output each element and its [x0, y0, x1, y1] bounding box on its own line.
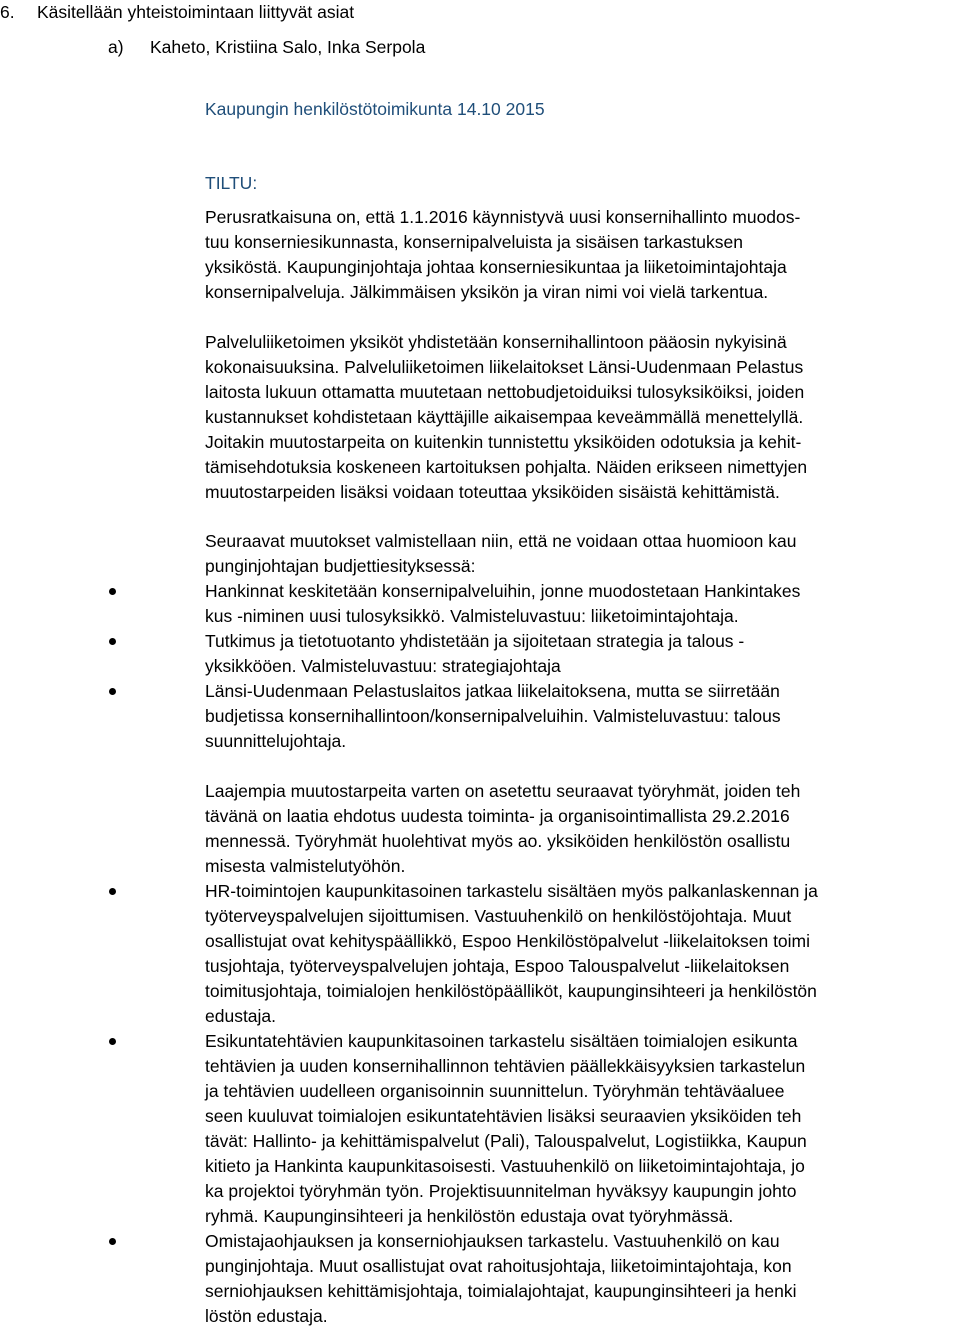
section-label: TILTU: — [205, 173, 258, 193]
text-line: tuu konserniesikunnasta, konsernipalveluista ja sisäisen tarkastuksen — [205, 232, 743, 252]
bullet-icon — [109, 638, 116, 645]
list-item-line: löstön edustaja. — [205, 1306, 328, 1326]
list-item-line: HR-toimintojen kaupunkitasoinen tarkastelu sisältäen myös palkanlaskennan ja — [205, 881, 818, 901]
list-item-line: budjetissa konsernihallintoon/konsernipalveluihin. Valmisteluvastuu: talous — [205, 706, 781, 726]
list-item-line: ryhmä. Kaupunginsihteeri ja henkilöstön edustaja ovat työryhmässä. — [205, 1206, 734, 1226]
list-item-line: työterveyspalvelujen sijoittumisen. Vastuuhenkilö on henkilöstöjohtaja. Muut — [205, 906, 792, 926]
list-item-line: kus -niminen uusi tulosyksikkö. Valmisteluvastuu: liiketoimintajohtaja. — [205, 606, 739, 626]
text-line: laitosta lukuun ottamatta muutetaan nettobudjetoiduiksi tulosyksiköiksi, joiden — [205, 382, 805, 402]
text-line: kokonaisuuksina. Palveluliiketoimen liikelaitokset Länsi-Uudenmaan Pelastus — [205, 357, 804, 377]
list-item-line: edustaja. — [205, 1006, 277, 1026]
list-item-line: Omistajaohjauksen ja konserniohjauksen tarkastelu. Vastuuhenkilö on kau — [205, 1231, 780, 1251]
list-item-line: punginjohtaja. Muut osallistujat ovat rahoitusjohtaja, liiketoimintajohtaja, kon — [205, 1256, 792, 1276]
text-line: Palveluliiketoimen yksiköt yhdistetään konsernihallintoon pääosin nykyisinä — [205, 332, 787, 352]
text-line: Joitakin muutostarpeita on kuitenkin tunnistettu yksiköiden odotuksia ja kehit- — [205, 432, 802, 452]
list-item-line: ka projektoi työryhmän työn. Projektisuunnitelman hyväksyy kaupungin johto — [205, 1181, 797, 1201]
list-item-line: toimitusjohtaja, toimialojen henkilöstöpäälliköt, kaupunginsihteeri ja henkilöstön — [205, 981, 817, 1001]
section-title: Kaupungin henkilöstötoimikunta 14.10 2015 — [205, 99, 545, 119]
list-item-line: tehtävien ja uuden konsernihallinnon tehtävien päällekkäisyyksien tarkastelun — [205, 1056, 806, 1076]
list-item-line: Esikuntatehtävien kaupunkitasoinen tarkastelu sisältäen toimialojen esikunta — [205, 1031, 798, 1051]
list-item-line: kitieto ja Hankinta kaupunkitasoisesti. Vastuuhenkilö on liiketoimintajohtaja, jo — [205, 1156, 805, 1176]
bullet-icon — [109, 888, 116, 895]
bullet-icon — [109, 1238, 116, 1245]
text-line: mennessä. Työryhmät huolehtivat myös ao. yksiköiden henkilöstön osallistu — [205, 831, 791, 851]
text-line: yksiköstä. Kaupunginjohtaja johtaa konserniesikuntaa ja liiketoimintajohtaja — [205, 257, 787, 277]
text-line: punginjohtajan budjettiesityksessä: — [205, 556, 476, 576]
text-line: Perusratkaisuna on, että 1.1.2016 käynnistyvä uusi konsernihallinto muodos- — [205, 207, 801, 227]
text-line: kustannukset kohdistetaan käyttäjille aikaisempaa keveämmällä menettelyllä. — [205, 407, 804, 427]
list-item-line: ja tehtävien uudelleen organisoinnin suunnittelun. Työryhmän tehtäväaluee — [205, 1081, 785, 1101]
list-item-line: tusjohtaja, työterveyspalvelujen johtaja, Espoo Talouspalvelut -liikelaitoksen — [205, 956, 790, 976]
list-item-line: Hankinnat keskitetään konsernipalveluihin, jonne muodostetaan Hankintakes — [205, 581, 801, 601]
text-line: misesta valmistelutyöhön. — [205, 856, 406, 876]
text-line: Seuraavat muutokset valmistellaan niin, että ne voidaan ottaa huomioon kau — [205, 531, 797, 551]
list-item-line: Tutkimus ja tietotuotanto yhdistetään ja sijoitetaan strategia ja talous - — [205, 631, 745, 651]
list-item-line: yksikkööen. Valmisteluvastuu: strategiajohtaja — [205, 656, 561, 676]
subheading-title: Kaheto, Kristiina Salo, Inka Serpola — [150, 37, 426, 57]
list-item-line: tävät: Hallinto- ja kehittämispalvelut (Pali), Talouspalvelut, Logistiikka, Kaupun — [205, 1131, 807, 1151]
text-line: Laajempia muutostarpeita varten on asetettu seuraavat työryhmät, joiden teh — [205, 781, 801, 801]
list-item-line: suunnittelujohtaja. — [205, 731, 347, 751]
bullet-icon — [109, 588, 116, 595]
list-item-line: seen kuuluvat toimialojen esikuntatehtävien lisäksi seuraavien yksiköiden teh — [205, 1106, 802, 1126]
text-line: muutostarpeiden lisäksi voidaan toteuttaa yksiköiden sisäistä kehittämistä. — [205, 482, 780, 502]
list-item-line: Länsi-Uudenmaan Pelastuslaitos jatkaa liikelaitoksena, mutta se siirretään — [205, 681, 780, 701]
bullet-icon — [109, 1038, 116, 1045]
heading-title: Käsitellään yhteistoimintaan liittyvät asiat — [37, 2, 355, 22]
list-item-line: serniohjauksen kehittämisjohtaja, toimialajohtajat, kaupunginsihteeri ja henki — [205, 1281, 797, 1301]
list-item-line: osallistujat ovat kehityspäällikkö, Espoo Henkilöstöpalvelut -liikelaitoksen toimi — [205, 931, 811, 951]
heading-number: 6. — [0, 2, 15, 22]
text-line: tämisehdotuksia koskeneen kartoituksen pohjalta. Näiden erikseen nimettyjen — [205, 457, 808, 477]
bullet-icon — [109, 688, 116, 695]
text-line: konsernipalveluja. Jälkimmäisen yksikön ja viran nimi voi vielä tarkentua. — [205, 282, 769, 302]
subheading-marker: a) — [108, 37, 124, 57]
text-line: tävänä on laatia ehdotus uudesta toiminta- ja organisointimallista 29.2.2016 — [205, 806, 790, 826]
